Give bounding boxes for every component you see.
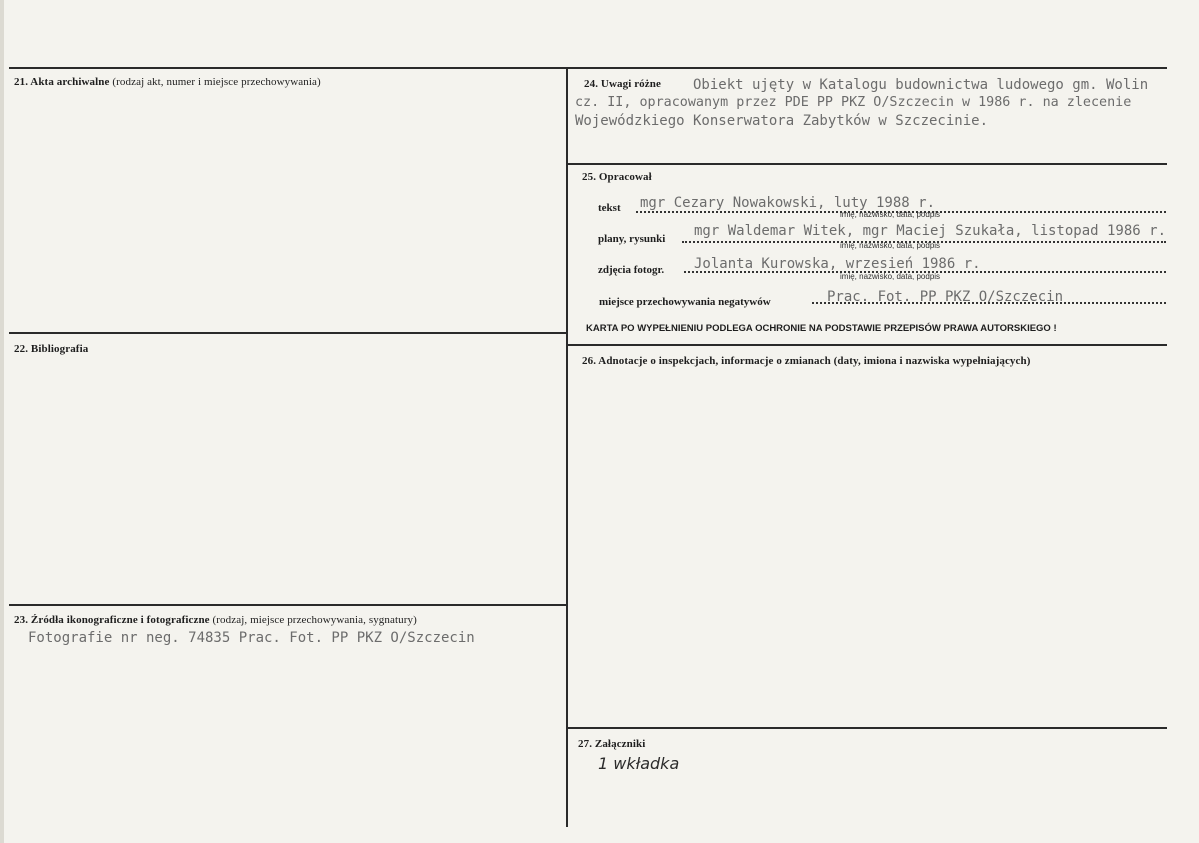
field-value-negatywy: Prac. Fot. PP PKZ O/Szczecin [827,289,1064,305]
section-22-label: 22. Bibliografia [14,343,89,355]
right-rule-26-27 [567,727,1167,729]
field-line-negatywy [812,302,1166,304]
field-label-zdjecia: zdjęcia fotogr. [598,264,665,276]
section-24-line-2: cz. II, opracowanym przez PDE PP PKZ O/Szczecin w 1986 r. na zlecenie [575,95,1132,110]
section-21-label: 21. Akta archiwalne [14,76,110,88]
field-label-tekst: tekst [598,202,621,214]
section-25-label: 25. Opracował [582,171,652,183]
section-21-sublabel: (rodzaj akt, numer i miejsce przechowywania) [112,76,321,88]
right-rule-25-26 [567,344,1167,346]
section-26-sublabel: (daty, imiona i nazwiska wypełniających) [833,355,1031,367]
field-hint-zdjecia: imię, nazwisko, data, podpis [840,272,941,281]
field-label-plany: plany, rysunki [598,233,666,245]
section-22-heading [14,343,88,355]
section-23-heading [14,614,417,626]
field-value-tekst: mgr Cezary Nowakowski, luty 1988 r. [640,195,936,211]
left-rule-22-23 [9,604,567,606]
section-23-sublabel: (rodzaj, miejsce przechowywania, sygnatury) [212,614,417,626]
section-24-label: 24. Uwagi różne [584,78,661,90]
section-26-heading [582,355,1031,367]
section-21-heading [14,76,321,88]
section-24-line-3: Wojewódzkiego Konserwatora Zabytków w Szczecinie. [575,113,989,129]
field-hint-tekst: imię, nazwisko, data, podpis [840,210,941,219]
section-23-label: 23. Źródła ikonograficzne i fotograficzne [14,614,210,626]
left-rule-21-22 [9,332,567,334]
field-hint-plany: imię, nazwisko, data, podpis [840,241,941,250]
field-value-plany: mgr Waldemar Witek, mgr Maciej Szukała, listopad 1986 r. [694,223,1167,239]
section-27-handwritten-value: 1 wkładka [598,754,680,773]
field-label-negatywy: miejsce przechowywania negatywów [599,296,771,308]
top-rule [9,67,1167,69]
section-26-label: 26. Adnotacje o inspekcjach, informacje o zmianach [582,355,831,367]
section-23-value: Fotografie nr neg. 74835 Prac. Fot. PP PKZ O/Szczecin [28,630,475,646]
field-value-zdjecia: Jolanta Kurowska, wrzesień 1986 r. [694,256,981,272]
section-24-line-1: Obiekt ujęty w Katalogu budownictwa ludowego gm. Wolin [693,77,1149,93]
copyright-notice: KARTA PO WYPEŁNIENIU PODLEGA OCHRONIE NA PODSTAWIE PRZEPISÓW PRAWA AUTORSKIEGO ! [586,323,1057,334]
section-27-label: 27. Załączniki [578,738,646,750]
right-rule-24-25 [567,163,1167,165]
column-divider [566,67,568,827]
